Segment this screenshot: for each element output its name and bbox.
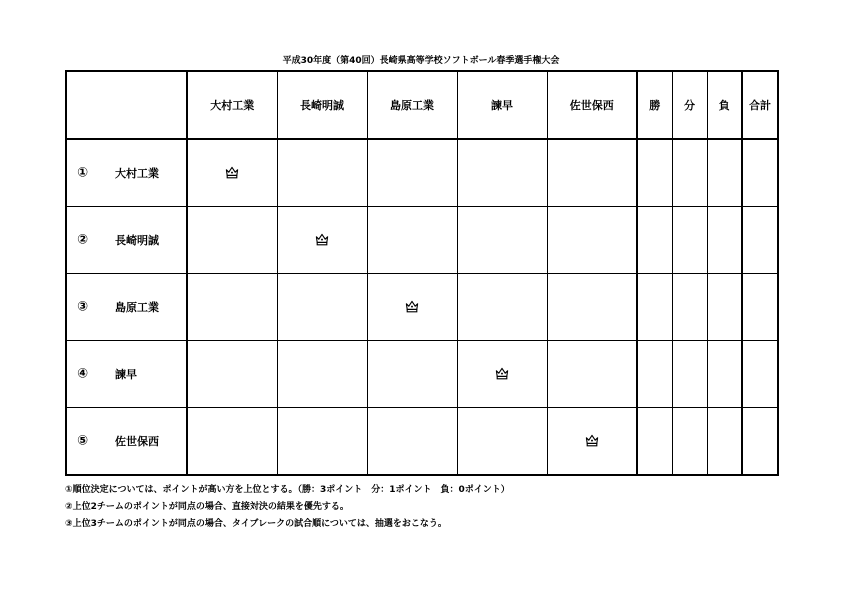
result-cell: [187, 341, 277, 408]
total-cell: [742, 408, 778, 476]
row-number: ⑤: [77, 433, 89, 449]
row-team-name: 大村工業: [115, 167, 159, 180]
result-cell: [367, 408, 457, 476]
row-team-name: 諫早: [115, 368, 137, 381]
header-team-col: 島原工業: [367, 71, 457, 139]
row-number: ②: [77, 232, 89, 248]
header-team-col: 諫早: [457, 71, 547, 139]
draw-cell: [672, 207, 707, 274]
result-cell: [277, 408, 367, 476]
result-cell: [367, 139, 457, 207]
note-line: ③上位3チームのポイントが同点の場合、タイブレークの試合順については、抽選をおこなう。: [65, 519, 447, 529]
win-cell: [637, 207, 672, 274]
win-cell: [637, 139, 672, 207]
loss-cell: [707, 274, 742, 341]
total-cell: [742, 139, 778, 207]
result-cell: [367, 341, 457, 408]
loss-cell: [707, 408, 742, 476]
row-team-label: [66, 341, 187, 408]
result-cell: [547, 274, 637, 341]
result-cell: [277, 341, 367, 408]
draw-cell: [672, 341, 707, 408]
row-number: ①: [77, 165, 89, 181]
team-row: [66, 408, 778, 476]
row-team-label: [66, 408, 187, 476]
header-team-col: 佐世保西: [547, 71, 637, 139]
crown-icon: [547, 408, 637, 476]
team-row: [66, 341, 778, 408]
header-total: 合計: [742, 71, 778, 139]
crown-icon: [277, 207, 367, 274]
row-team-name: 島原工業: [115, 301, 159, 314]
draw-cell: [672, 139, 707, 207]
result-cell: [457, 207, 547, 274]
loss-cell: [707, 207, 742, 274]
row-number: ③: [77, 299, 89, 315]
result-cell: [187, 408, 277, 476]
result-cell: [187, 274, 277, 341]
note-line: ①順位決定については、ポイントが高い方を上位とする。（勝：3ポイント 分：1ポイント 負：0ポイント）: [65, 485, 510, 495]
row-team-label: [66, 207, 187, 274]
row-team-label: [66, 139, 187, 207]
crown-icon: [367, 274, 457, 341]
win-cell: [637, 274, 672, 341]
row-team-name: 佐世保西: [115, 435, 159, 448]
result-cell: [547, 207, 637, 274]
draw-cell: [672, 408, 707, 476]
header-corner: [66, 71, 187, 139]
total-cell: [742, 274, 778, 341]
notes: [65, 482, 510, 533]
result-cell: [187, 207, 277, 274]
header-win: 勝: [637, 71, 672, 139]
loss-cell: [707, 139, 742, 207]
team-row: [66, 139, 778, 207]
row-team-label: [66, 274, 187, 341]
result-cell: [547, 139, 637, 207]
note-line: ②上位2チームのポイントが同点の場合、直接対決の結果を優先する。: [65, 502, 349, 512]
draw-cell: [672, 274, 707, 341]
result-cell: [367, 207, 457, 274]
win-cell: [637, 408, 672, 476]
header-team-col: 大村工業: [187, 71, 277, 139]
total-cell: [742, 341, 778, 408]
row-team-name: 長崎明誠: [115, 234, 159, 247]
result-cell: [457, 408, 547, 476]
result-cell: [457, 139, 547, 207]
result-cell: [457, 274, 547, 341]
crown-icon: [187, 139, 277, 207]
page-title: 平成30年度（第40回）長崎県高等学校ソフトボール春季選手権大会: [282, 56, 560, 66]
header-team-col: 長崎明誠: [277, 71, 367, 139]
result-cell: [547, 341, 637, 408]
total-cell: [742, 207, 778, 274]
header-draw: 分: [672, 71, 707, 139]
league-table: [65, 70, 779, 476]
win-cell: [637, 341, 672, 408]
header-loss: 負: [707, 71, 742, 139]
team-row: [66, 207, 778, 274]
team-row: [66, 274, 778, 341]
result-cell: [277, 139, 367, 207]
row-number: ④: [77, 366, 89, 382]
loss-cell: [707, 341, 742, 408]
result-cell: [277, 274, 367, 341]
crown-icon: [457, 341, 547, 408]
